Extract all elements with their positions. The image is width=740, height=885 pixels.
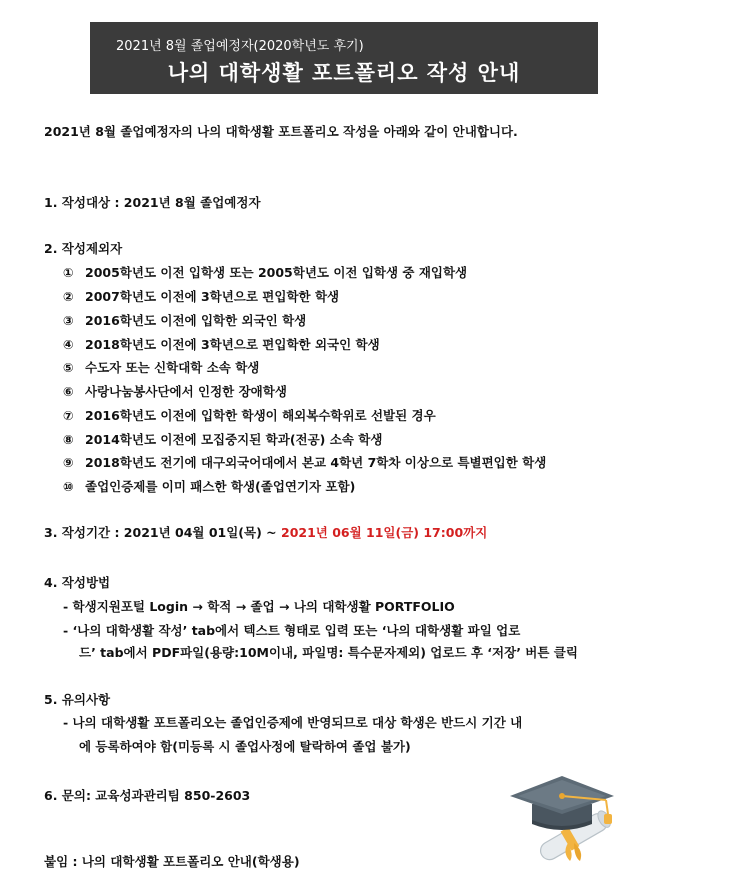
item-number: ④ — [63, 337, 74, 352]
title-banner — [90, 22, 598, 94]
list-item — [63, 477, 355, 495]
section-target: 1. 작성대상 : 2021년 8월 졸업예정자 — [44, 195, 261, 210]
method-line-3: 드’ tab에서 PDF파일(용량:10M이내, 파일명: 특수문자제외) 업로드 후 ‘저장’ 버튼 클릭 — [79, 645, 578, 660]
item-number: ⑩ — [63, 479, 74, 494]
notes-line-1: - 나의 대학생활 포트폴리오는 졸업인증제에 반영되므로 대상 학생은 반드시 기간 내 — [63, 715, 523, 730]
section-period — [44, 523, 487, 541]
item-text: 2014학년도 이전에 모집중지된 학과(전공) 소속 학생 — [85, 432, 383, 447]
item-text: 졸업인증제를 이미 패스한 학생(졸업연기자 포함) — [85, 479, 356, 494]
section-contact: 6. 문의: 교육성과관리팀 850-2603 — [44, 788, 251, 803]
section-method-heading: 4. 작성방법 — [44, 575, 111, 590]
section-notes-heading: 5. 유의사항 — [44, 692, 111, 707]
item-text: 수도자 또는 신학대학 소속 학생 — [85, 360, 260, 375]
list-item — [63, 406, 436, 424]
item-text: 2018학년도 전기에 대구외국어대에서 본교 4학년 7학차 이상으로 특별편입한 학생 — [85, 455, 547, 470]
item-text: 2007학년도 이전에 3학년으로 편입학한 학생 — [85, 289, 340, 304]
list-item — [63, 311, 306, 329]
list-item — [63, 287, 339, 305]
attachment-note: 붙임 : 나의 대학생활 포트폴리오 안내(학생용) — [44, 854, 300, 869]
intro-text: 2021년 8월 졸업예정자의 나의 대학생활 포트폴리오 작성을 아래와 같이 안내합니다. — [44, 124, 518, 139]
item-number: ① — [63, 265, 74, 280]
item-number: ② — [63, 289, 74, 304]
period-deadline: 2021년 06월 11일(금) 17:00까지 — [281, 525, 488, 540]
graduation-cap-with-diploma-icon — [510, 770, 620, 870]
list-item — [63, 335, 380, 353]
period-prefix: 3. 작성기간 : 2021년 04월 01일(목) ~ — [44, 525, 281, 540]
item-text: 2005학년도 이전 입학생 또는 2005학년도 이전 입학생 중 재입학생 — [85, 265, 468, 280]
item-number: ⑥ — [63, 384, 74, 399]
list-item — [63, 358, 259, 376]
item-text: 2016학년도 이전에 입학한 외국인 학생 — [85, 313, 307, 328]
method-line-2: - ‘나의 대학생활 작성’ tab에서 텍스트 형태로 입력 또는 ‘나의 대학생활 파일 업로 — [63, 623, 521, 638]
notes-line-2: 에 등록하여야 함(미등록 시 졸업사정에 탈락하여 졸업 불가) — [79, 739, 411, 754]
item-number: ③ — [63, 313, 74, 328]
item-text: 사랑나눔봉사단에서 인정한 장애학생 — [85, 384, 287, 399]
item-number: ⑤ — [63, 360, 74, 375]
list-item — [63, 453, 546, 471]
banner-title: 나의 대학생활 포트폴리오 작성 안내 — [167, 61, 521, 85]
list-item — [63, 382, 287, 400]
banner-subtitle: 2021년 8월 졸업예정자(2020학년도 후기) — [116, 39, 364, 54]
item-number: ⑨ — [63, 455, 74, 470]
list-item — [63, 430, 382, 448]
item-text: 2016학년도 이전에 입학한 학생이 해외복수학위로 선발된 경우 — [85, 408, 436, 423]
section-exclusions-heading: 2. 작성제외자 — [44, 241, 123, 256]
list-item — [63, 263, 467, 281]
item-number: ⑧ — [63, 432, 74, 447]
item-number: ⑦ — [63, 408, 74, 423]
method-line-1: - 학생지원포털 Login → 학적 → 졸업 → 나의 대학생활 PORTFOLIO — [63, 599, 455, 614]
item-text: 2018학년도 이전에 3학년으로 편입학한 외국인 학생 — [85, 337, 380, 352]
